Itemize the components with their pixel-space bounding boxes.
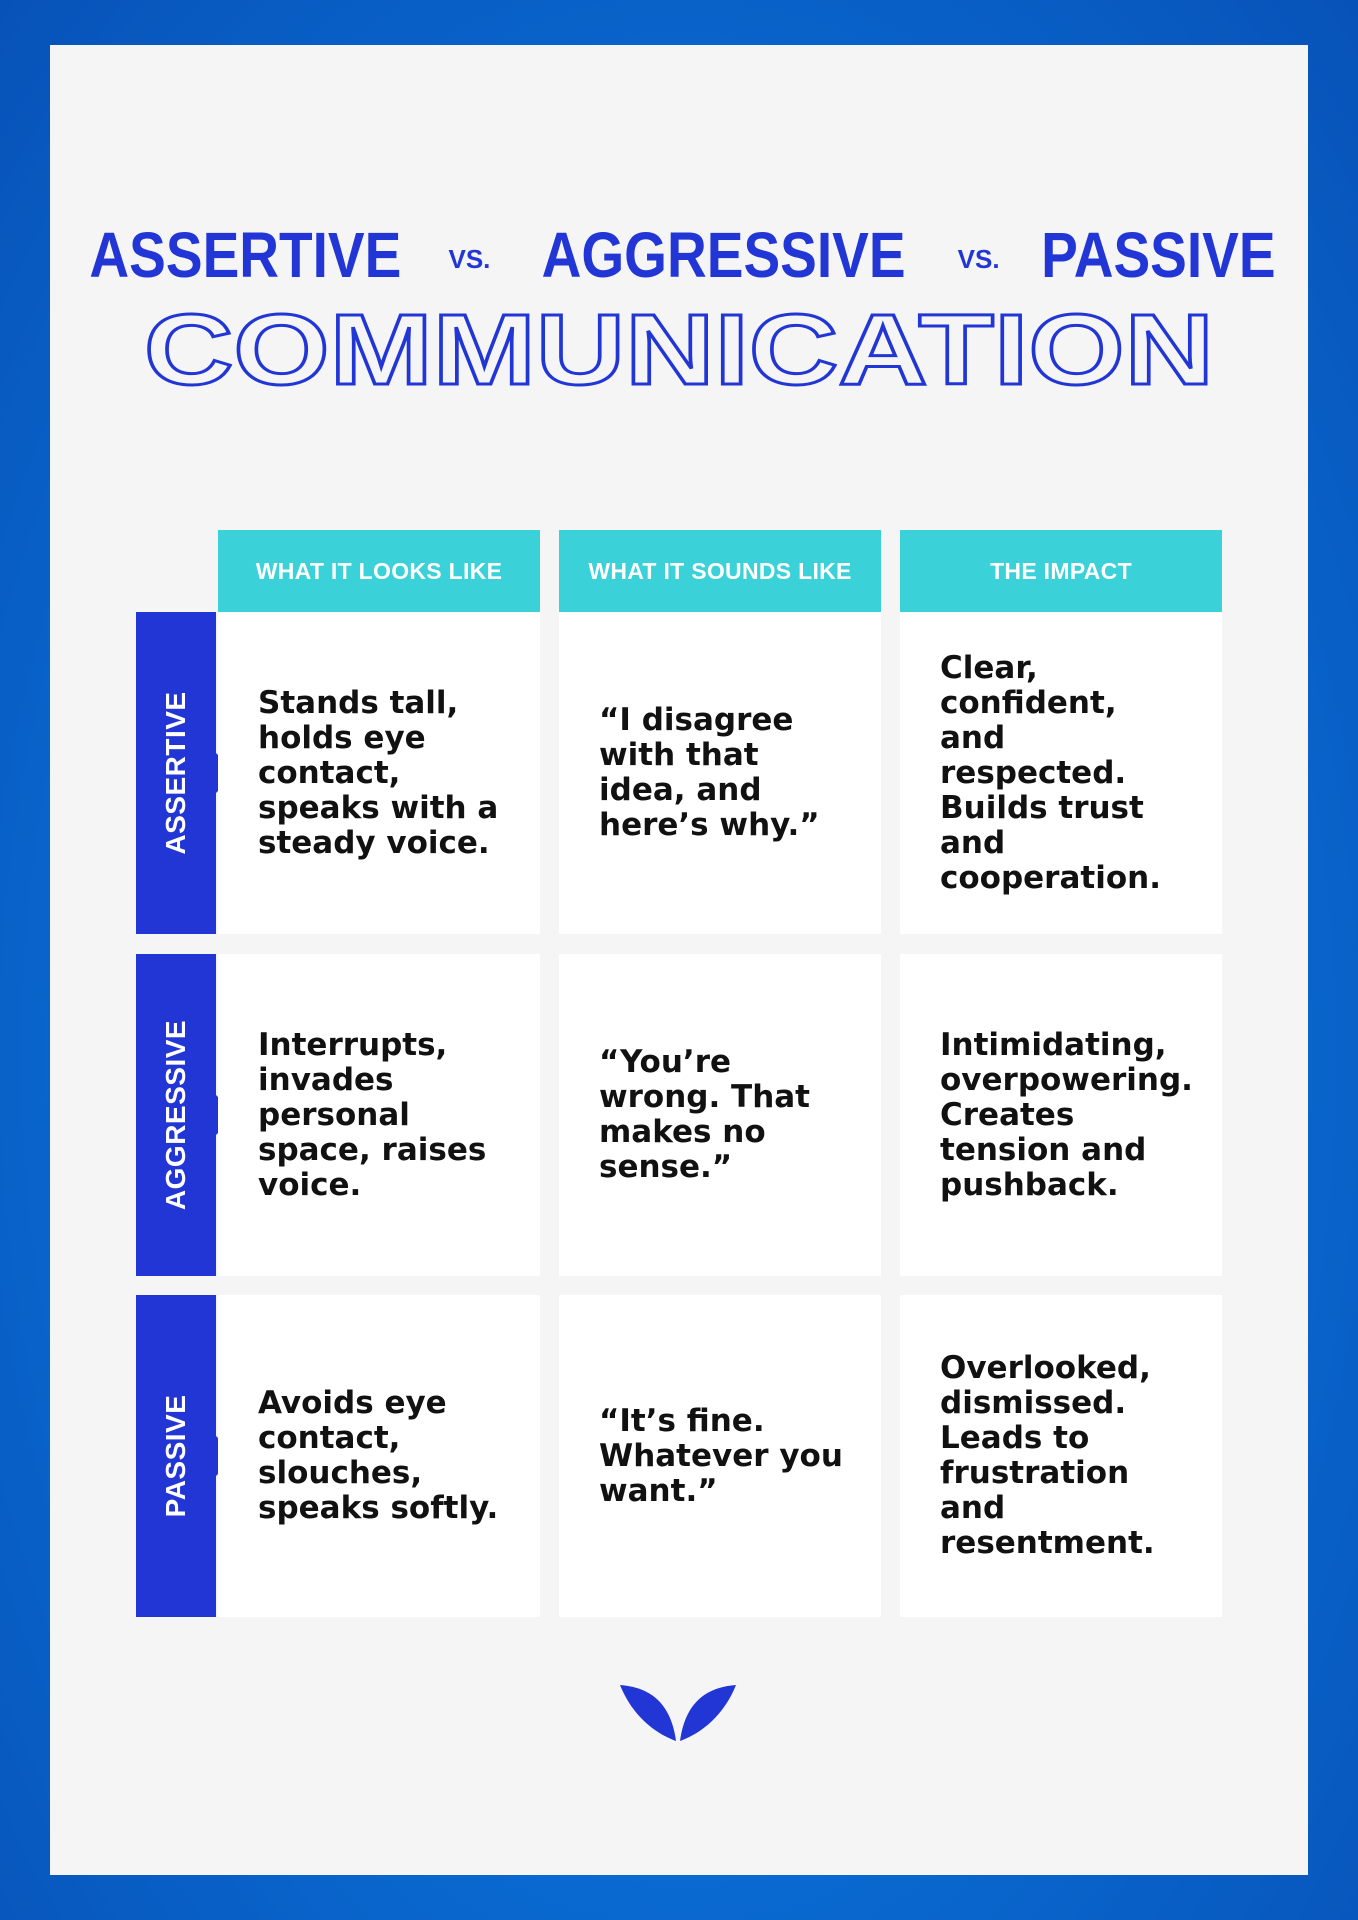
row-label-text: PASSIVE bbox=[160, 1394, 191, 1518]
title-vs-2: VS. bbox=[957, 243, 1000, 274]
row-label-assertive bbox=[136, 612, 216, 934]
cell-aggressive-looks bbox=[218, 954, 540, 1276]
cell-aggressive-impact bbox=[900, 954, 1222, 1276]
column-header-impact bbox=[900, 530, 1222, 612]
infographic-card bbox=[50, 45, 1308, 1875]
title-aggressive: AGGRESSIVE bbox=[542, 219, 907, 291]
cell-assertive-looks bbox=[218, 612, 540, 934]
column-header-label: THE IMPACT bbox=[990, 557, 1132, 584]
cell-passive-looks bbox=[218, 1295, 540, 1617]
row-label-aggressive bbox=[136, 954, 216, 1276]
title-passive: PASSIVE bbox=[1040, 219, 1276, 291]
leaf-logo-icon bbox=[620, 1685, 736, 1743]
subtitle-container bbox=[50, 300, 1308, 400]
row-label-text: AGGRESSIVE bbox=[160, 1019, 191, 1211]
title-vs-1: VS. bbox=[448, 243, 491, 274]
row-label-text: ASSERTIVE bbox=[160, 691, 191, 855]
column-header-looks bbox=[218, 530, 540, 612]
column-header-label: WHAT IT SOUNDS LIKE bbox=[588, 557, 852, 584]
cell-text: “You’re wrong. That makes no sense.” bbox=[599, 1044, 811, 1185]
cell-text: Overlooked, dismissed. Leads to frustration and resentment. bbox=[940, 1350, 1155, 1561]
subtitle-text: COMMUNICATION bbox=[144, 300, 1214, 400]
cell-passive-impact bbox=[900, 1295, 1222, 1617]
cell-text: Intimidating, overpowering. Creates tension and pushback. bbox=[940, 1026, 1193, 1203]
cell-passive-sounds bbox=[559, 1295, 881, 1617]
cell-text: Clear, confident, and respected. Builds trust and cooperation. bbox=[940, 649, 1161, 896]
cell-assertive-impact bbox=[900, 612, 1222, 934]
cell-text: “I disagree with that idea, and here’s why.” bbox=[599, 702, 820, 843]
title-row bbox=[50, 215, 1308, 295]
cell-text: Stands tall, holds eye contact, speaks with a steady voice. bbox=[258, 684, 499, 861]
cell-assertive-sounds bbox=[559, 612, 881, 934]
cell-aggressive-sounds bbox=[559, 954, 881, 1276]
cell-text: Interrupts, invades personal space, raises voice. bbox=[258, 1026, 487, 1203]
cell-text: Avoids eye contact, slouches, speaks softly. bbox=[258, 1385, 499, 1526]
cell-text: “It’s fine. Whatever you want.” bbox=[599, 1402, 843, 1509]
column-header-sounds bbox=[559, 530, 881, 612]
subtitle-svg bbox=[139, 300, 1219, 400]
row-label-passive bbox=[136, 1295, 216, 1617]
column-header-label: WHAT IT LOOKS LIKE bbox=[255, 557, 503, 584]
title-assertive: ASSERTIVE bbox=[89, 219, 402, 291]
